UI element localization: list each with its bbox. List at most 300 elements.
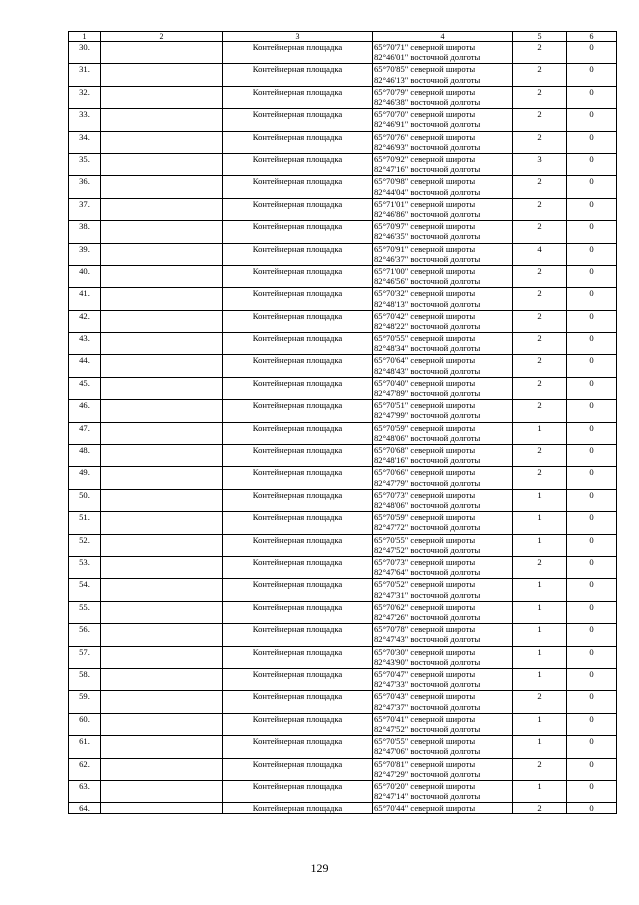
- volume-cell: 0: [567, 221, 617, 243]
- volume-cell: 0: [567, 624, 617, 646]
- longitude-text: 82°47'89" восточной долготы: [374, 388, 481, 399]
- longitude-text: 82°47'16" восточной долготы: [374, 164, 481, 175]
- volume-cell: 0: [567, 489, 617, 511]
- address-cell: [101, 310, 223, 332]
- row-number: 37.: [69, 198, 101, 220]
- table-row: [69, 489, 617, 511]
- longitude-text: 82°47'43" восточной долготы: [374, 634, 481, 645]
- volume-cell: 0: [567, 265, 617, 287]
- address-cell: [101, 86, 223, 108]
- coordinates-cell: [373, 131, 513, 153]
- object-name: Контейнерная площадка: [223, 601, 373, 623]
- volume-cell: 0: [567, 556, 617, 578]
- coordinates-cell: [373, 86, 513, 108]
- coordinates-cell: [373, 601, 513, 623]
- latitude-text: 65°70'92" северной широты: [374, 153, 476, 164]
- column-number: 5: [513, 32, 567, 42]
- coordinates-cell: [373, 624, 513, 646]
- latitude-text: 65°70'97" северной широты: [374, 221, 476, 232]
- latitude-text: 65°70'30" северной широты: [374, 646, 476, 657]
- longitude-text: 82°47'79" восточной долготы: [374, 477, 481, 488]
- table-row: [69, 355, 617, 377]
- longitude-text: 82°46'93" восточной долготы: [374, 141, 481, 152]
- volume-cell: 0: [567, 400, 617, 422]
- address-cell: [101, 467, 223, 489]
- coordinates-cell: [373, 400, 513, 422]
- object-name: Контейнерная площадка: [223, 86, 373, 108]
- volume-cell: 0: [567, 243, 617, 265]
- table-row: [69, 668, 617, 690]
- address-cell: [101, 265, 223, 287]
- container-count: 1: [513, 579, 567, 601]
- address-cell: [101, 579, 223, 601]
- row-number: 54.: [69, 579, 101, 601]
- address-cell: [101, 42, 223, 64]
- longitude-text: 82°48'06" восточной долготы: [374, 500, 481, 511]
- longitude-text: 82°48'16" восточной долготы: [374, 455, 481, 466]
- coordinates-cell: [373, 333, 513, 355]
- volume-cell: 0: [567, 512, 617, 534]
- container-count: 1: [513, 512, 567, 534]
- longitude-text: 82°46'37" восточной долготы: [374, 253, 481, 264]
- row-number: 40.: [69, 265, 101, 287]
- row-number: 64.: [69, 803, 101, 814]
- volume-cell: 0: [567, 713, 617, 735]
- container-count: 2: [513, 176, 567, 198]
- address-cell: [101, 780, 223, 802]
- column-number: 3: [223, 32, 373, 42]
- volume-cell: 0: [567, 803, 617, 814]
- container-count: 3: [513, 153, 567, 175]
- longitude-text: 82°46'38" восточной долготы: [374, 96, 481, 107]
- address-cell: [101, 646, 223, 668]
- object-name: Контейнерная площадка: [223, 265, 373, 287]
- address-cell: [101, 758, 223, 780]
- table-row: [69, 601, 617, 623]
- coordinates-cell: [373, 668, 513, 690]
- object-name: Контейнерная площадка: [223, 310, 373, 332]
- container-count: 2: [513, 42, 567, 64]
- table-row: [69, 243, 617, 265]
- address-cell: [101, 713, 223, 735]
- coordinates-cell: [373, 467, 513, 489]
- volume-cell: 0: [567, 377, 617, 399]
- volume-cell: 0: [567, 534, 617, 556]
- longitude-text: 82°48'34" восточной долготы: [374, 343, 481, 354]
- container-count: 2: [513, 803, 567, 814]
- table-row: [69, 691, 617, 713]
- address-cell: [101, 288, 223, 310]
- coordinates-cell: [373, 758, 513, 780]
- address-cell: [101, 176, 223, 198]
- row-number: 52.: [69, 534, 101, 556]
- volume-cell: 0: [567, 579, 617, 601]
- latitude-text: 65°70'42" северной широты: [374, 310, 476, 321]
- latitude-text: 65°70'70" северной широты: [374, 109, 476, 120]
- row-number: 48.: [69, 445, 101, 467]
- latitude-text: 65°70'78" северной широты: [374, 624, 476, 635]
- volume-cell: 0: [567, 64, 617, 86]
- address-cell: [101, 624, 223, 646]
- longitude-text: 82°48'22" восточной долготы: [374, 320, 481, 331]
- table-row: [69, 377, 617, 399]
- latitude-text: 65°70'55" северной широты: [374, 333, 476, 344]
- address-cell: [101, 534, 223, 556]
- table-row: [69, 265, 617, 287]
- row-number: 38.: [69, 221, 101, 243]
- table-row: [69, 422, 617, 444]
- address-cell: [101, 512, 223, 534]
- object-name: Контейнерная площадка: [223, 713, 373, 735]
- page-number: 129: [310, 861, 329, 875]
- latitude-text: 65°71'01" северной широты: [374, 198, 476, 209]
- table-row: [69, 713, 617, 735]
- row-number: 43.: [69, 333, 101, 355]
- longitude-text: 82°48'06" восточной долготы: [374, 432, 481, 443]
- coordinates-cell: [373, 534, 513, 556]
- table-row: [69, 198, 617, 220]
- latitude-text: 65°70'40" северной широты: [374, 377, 476, 388]
- coordinates-cell: [373, 377, 513, 399]
- latitude-text: 65°70'51" северной широты: [374, 400, 476, 411]
- container-count: 2: [513, 445, 567, 467]
- table-row: [69, 758, 617, 780]
- longitude-text: 82°47'33" восточной долготы: [374, 679, 481, 690]
- coordinates-cell: [373, 42, 513, 64]
- table-row: [69, 64, 617, 86]
- object-name: Контейнерная площадка: [223, 42, 373, 64]
- coordinates-cell: [373, 355, 513, 377]
- object-name: Контейнерная площадка: [223, 333, 373, 355]
- longitude-text: 82°43'90" восточной долготы: [374, 656, 481, 667]
- column-number: 2: [101, 32, 223, 42]
- coordinates-cell: [373, 803, 513, 814]
- container-count: 2: [513, 86, 567, 108]
- address-cell: [101, 736, 223, 758]
- container-count: 1: [513, 534, 567, 556]
- longitude-text: 82°47'31" восточной долготы: [374, 589, 481, 600]
- longitude-text: 82°47'06" восточной долготы: [374, 746, 481, 757]
- row-number: 47.: [69, 422, 101, 444]
- coordinates-cell: [373, 445, 513, 467]
- address-cell: [101, 333, 223, 355]
- table-row: [69, 646, 617, 668]
- container-count: 1: [513, 736, 567, 758]
- latitude-text: 65°70'76" северной широты: [374, 131, 476, 142]
- longitude-text: 82°47'14" восточной долготы: [374, 791, 481, 802]
- container-count: 1: [513, 780, 567, 802]
- volume-cell: 0: [567, 288, 617, 310]
- table-row: [69, 534, 617, 556]
- coordinates-cell: [373, 713, 513, 735]
- volume-cell: 0: [567, 445, 617, 467]
- table-row: [69, 288, 617, 310]
- object-name: Контейнерная площадка: [223, 780, 373, 802]
- object-name: Контейнерная площадка: [223, 153, 373, 175]
- longitude-text: 82°47'52" восточной долготы: [374, 723, 481, 734]
- table-row: [69, 333, 617, 355]
- volume-cell: 0: [567, 467, 617, 489]
- row-number: 61.: [69, 736, 101, 758]
- table-row: [69, 42, 617, 64]
- row-number: 34.: [69, 131, 101, 153]
- longitude-text: 82°47'64" восточной долготы: [374, 567, 481, 578]
- container-count: 1: [513, 624, 567, 646]
- row-number: 63.: [69, 780, 101, 802]
- object-name: Контейнерная площадка: [223, 489, 373, 511]
- latitude-text: 65°70'43" северной широты: [374, 691, 476, 702]
- volume-cell: 0: [567, 153, 617, 175]
- table-row: [69, 579, 617, 601]
- row-number: 55.: [69, 601, 101, 623]
- table-row: [69, 445, 617, 467]
- column-number: 6: [567, 32, 617, 42]
- row-number: 50.: [69, 489, 101, 511]
- coordinates-cell: [373, 646, 513, 668]
- volume-cell: 0: [567, 86, 617, 108]
- table-row: [69, 221, 617, 243]
- row-number: 32.: [69, 86, 101, 108]
- address-cell: [101, 64, 223, 86]
- address-cell: [101, 243, 223, 265]
- longitude-text: 82°46'91" восточной долготы: [374, 119, 481, 130]
- table-row: [69, 176, 617, 198]
- latitude-text: 65°70'81" северной широты: [374, 758, 476, 769]
- coordinates-cell: [373, 288, 513, 310]
- container-count: 2: [513, 109, 567, 131]
- volume-cell: 0: [567, 668, 617, 690]
- latitude-text: 65°70'47" северной широты: [374, 668, 476, 679]
- longitude-text: 82°48'13" восточной долготы: [374, 298, 481, 309]
- coordinates-cell: [373, 221, 513, 243]
- address-cell: [101, 556, 223, 578]
- latitude-text: 65°70'62" северной широты: [374, 601, 476, 612]
- table-row: [69, 467, 617, 489]
- container-count: 2: [513, 198, 567, 220]
- object-name: Контейнерная площадка: [223, 109, 373, 131]
- container-sites-table: [68, 31, 617, 814]
- address-cell: [101, 109, 223, 131]
- container-count: 2: [513, 556, 567, 578]
- address-cell: [101, 422, 223, 444]
- coordinates-cell: [373, 109, 513, 131]
- latitude-text: 65°70'59" северной широты: [374, 422, 476, 433]
- row-number: 35.: [69, 153, 101, 175]
- row-number: 44.: [69, 355, 101, 377]
- address-cell: [101, 377, 223, 399]
- longitude-text: 82°48'43" восточной долготы: [374, 365, 481, 376]
- container-count: 1: [513, 422, 567, 444]
- latitude-text: 65°70'52" северной широты: [374, 579, 476, 590]
- object-name: Контейнерная площадка: [223, 445, 373, 467]
- row-number: 33.: [69, 109, 101, 131]
- container-count: 2: [513, 221, 567, 243]
- longitude-text: 82°46'01" восточной долготы: [374, 52, 481, 63]
- registry-table-page: [68, 31, 616, 814]
- table-row: [69, 780, 617, 802]
- coordinates-cell: [373, 780, 513, 802]
- coordinates-cell: [373, 153, 513, 175]
- coordinates-cell: [373, 422, 513, 444]
- row-number: 31.: [69, 64, 101, 86]
- coordinates-cell: [373, 691, 513, 713]
- latitude-text: 65°70'32" северной широты: [374, 288, 476, 299]
- container-count: 2: [513, 377, 567, 399]
- volume-cell: 0: [567, 691, 617, 713]
- address-cell: [101, 153, 223, 175]
- object-name: Контейнерная площадка: [223, 288, 373, 310]
- row-number: 36.: [69, 176, 101, 198]
- row-number: 62.: [69, 758, 101, 780]
- container-count: 1: [513, 713, 567, 735]
- table-row: [69, 153, 617, 175]
- row-number: 59.: [69, 691, 101, 713]
- volume-cell: 0: [567, 646, 617, 668]
- coordinates-cell: [373, 579, 513, 601]
- latitude-text: 65°71'00" северной широты: [374, 265, 476, 276]
- coordinates-cell: [373, 243, 513, 265]
- address-cell: [101, 803, 223, 814]
- longitude-text: 82°46'56" восточной долготы: [374, 276, 481, 287]
- latitude-text: 65°70'68" северной широты: [374, 445, 476, 456]
- row-number: 46.: [69, 400, 101, 422]
- container-count: 2: [513, 131, 567, 153]
- object-name: Контейнерная площадка: [223, 691, 373, 713]
- coordinates-cell: [373, 176, 513, 198]
- longitude-text: 82°44'04" восточной долготы: [374, 186, 481, 197]
- container-count: 2: [513, 288, 567, 310]
- longitude-text: 82°47'29" восточной долготы: [374, 768, 481, 779]
- column-number: 4: [373, 32, 513, 42]
- object-name: Контейнерная площадка: [223, 377, 373, 399]
- object-name: Контейнерная площадка: [223, 556, 373, 578]
- longitude-text: 82°47'37" восточной долготы: [374, 701, 481, 712]
- table-row: [69, 624, 617, 646]
- longitude-text: 82°47'72" восточной долготы: [374, 522, 481, 533]
- coordinates-cell: [373, 64, 513, 86]
- object-name: Контейнерная площадка: [223, 467, 373, 489]
- container-count: 2: [513, 333, 567, 355]
- coordinates-cell: [373, 265, 513, 287]
- object-name: Контейнерная площадка: [223, 803, 373, 814]
- volume-cell: 0: [567, 422, 617, 444]
- address-cell: [101, 131, 223, 153]
- volume-cell: 0: [567, 736, 617, 758]
- row-number: 56.: [69, 624, 101, 646]
- row-number: 51.: [69, 512, 101, 534]
- longitude-text: 82°47'26" восточной долготы: [374, 611, 481, 622]
- coordinates-cell: [373, 198, 513, 220]
- object-name: Контейнерная площадка: [223, 400, 373, 422]
- object-name: Контейнерная площадка: [223, 758, 373, 780]
- volume-cell: 0: [567, 131, 617, 153]
- object-name: Контейнерная площадка: [223, 668, 373, 690]
- latitude-text: 65°70'71" северной широты: [374, 42, 476, 52]
- object-name: Контейнерная площадка: [223, 736, 373, 758]
- object-name: Контейнерная площадка: [223, 131, 373, 153]
- latitude-text: 65°70'64" северной широты: [374, 355, 476, 366]
- latitude-text: 65°70'85" северной широты: [374, 64, 476, 75]
- coordinates-cell: [373, 556, 513, 578]
- container-count: 2: [513, 265, 567, 287]
- container-count: 2: [513, 758, 567, 780]
- container-count: 2: [513, 355, 567, 377]
- address-cell: [101, 691, 223, 713]
- table-row: [69, 86, 617, 108]
- container-count: 2: [513, 310, 567, 332]
- container-count: 1: [513, 668, 567, 690]
- row-number: 42.: [69, 310, 101, 332]
- object-name: Контейнерная площадка: [223, 646, 373, 668]
- container-count: 4: [513, 243, 567, 265]
- row-number: 41.: [69, 288, 101, 310]
- coordinates-cell: [373, 736, 513, 758]
- object-name: Контейнерная площадка: [223, 355, 373, 377]
- volume-cell: 0: [567, 758, 617, 780]
- longitude-text: 82°46'13" восточной долготы: [374, 74, 481, 85]
- object-name: Контейнерная площадка: [223, 198, 373, 220]
- object-name: Контейнерная площадка: [223, 512, 373, 534]
- container-count: 2: [513, 400, 567, 422]
- row-number: 39.: [69, 243, 101, 265]
- object-name: Контейнерная площадка: [223, 579, 373, 601]
- container-count: 2: [513, 467, 567, 489]
- longitude-text: 82°47'52" восточной долготы: [374, 544, 481, 555]
- table-row: [69, 109, 617, 131]
- address-cell: [101, 489, 223, 511]
- latitude-text: 65°70'98" северной широты: [374, 176, 476, 187]
- latitude-text: 65°70'79" северной широты: [374, 86, 476, 97]
- volume-cell: 0: [567, 109, 617, 131]
- volume-cell: 0: [567, 780, 617, 802]
- container-count: 1: [513, 601, 567, 623]
- latitude-text: 65°70'59" северной широты: [374, 512, 476, 523]
- address-cell: [101, 221, 223, 243]
- volume-cell: 0: [567, 310, 617, 332]
- row-number: 53.: [69, 556, 101, 578]
- latitude-text: 65°70'66" северной широты: [374, 467, 476, 478]
- address-cell: [101, 445, 223, 467]
- object-name: Контейнерная площадка: [223, 64, 373, 86]
- object-name: Контейнерная площадка: [223, 534, 373, 556]
- longitude-text: 82°46'35" восточной долготы: [374, 231, 481, 242]
- object-name: Контейнерная площадка: [223, 243, 373, 265]
- volume-cell: 0: [567, 176, 617, 198]
- volume-cell: 0: [567, 355, 617, 377]
- latitude-text: 65°70'73" северной широты: [374, 489, 476, 500]
- object-name: Контейнерная площадка: [223, 422, 373, 444]
- row-number: 60.: [69, 713, 101, 735]
- latitude-text: 65°70'41" северной широты: [374, 713, 476, 724]
- object-name: Контейнерная площадка: [223, 221, 373, 243]
- longitude-text: 82°46'86" восточной долготы: [374, 208, 481, 219]
- coordinates-cell: [373, 489, 513, 511]
- address-cell: [101, 355, 223, 377]
- row-number: 58.: [69, 668, 101, 690]
- latitude-text: 65°70'44" северной широты: [374, 803, 476, 814]
- column-number: 1: [69, 32, 101, 42]
- container-count: 2: [513, 691, 567, 713]
- address-cell: [101, 668, 223, 690]
- latitude-text: 65°70'55" северной широты: [374, 534, 476, 545]
- address-cell: [101, 601, 223, 623]
- volume-cell: 0: [567, 333, 617, 355]
- row-number: 57.: [69, 646, 101, 668]
- latitude-text: 65°70'55" северной широты: [374, 736, 476, 747]
- row-number: 45.: [69, 377, 101, 399]
- table-row: [69, 131, 617, 153]
- volume-cell: 0: [567, 601, 617, 623]
